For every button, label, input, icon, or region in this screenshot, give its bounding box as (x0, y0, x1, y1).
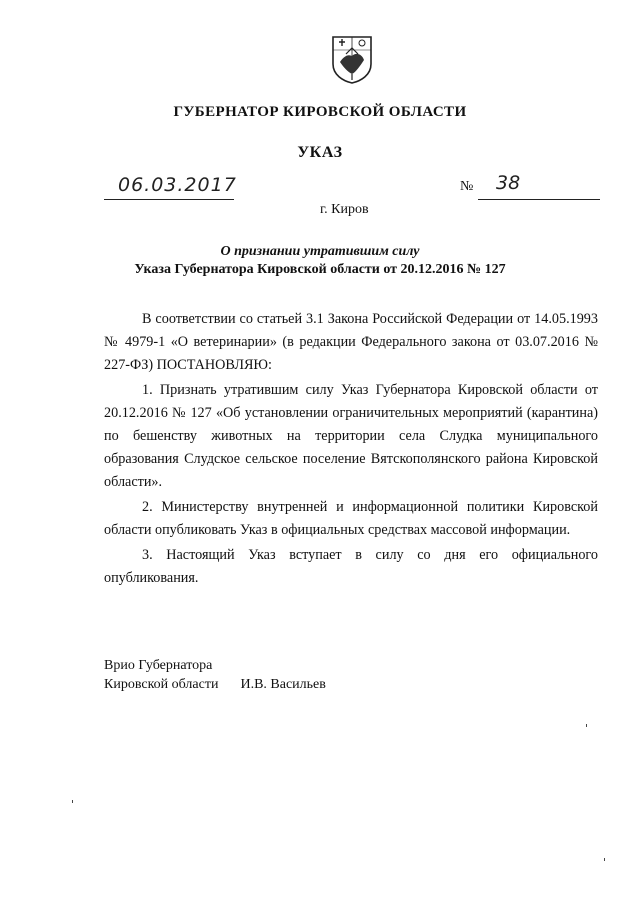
document-date: 06.03.2017 (118, 174, 237, 196)
document-number-field (460, 174, 600, 202)
intro-paragraph: В соответствии со статьей 3.1 Закона Российской Федерации от 14.05.1993 № 4979-1 «О ветеринарии» (в редакции Федерального закона от 03.07.2016 № 227-ФЗ) ПОСТАНОВЛЯЮ: (104, 311, 598, 373)
document-title (0, 243, 640, 279)
kirov-region-coat-of-arms-icon (330, 34, 374, 84)
document-type: УКАЗ (297, 144, 343, 161)
date-underline (104, 199, 234, 200)
scan-speck (72, 800, 73, 803)
issue-city: г. Киров (320, 202, 369, 217)
scan-speck (586, 724, 587, 727)
signatory-region-line (104, 675, 326, 694)
clause-3: 3. Настоящий Указ вступает в силу со дня его официального опубликования. (104, 547, 598, 586)
signatory-title: Врио Губернатора (104, 658, 213, 673)
document-number: 38 (496, 172, 521, 194)
document-body (104, 308, 598, 592)
document-date-field (104, 174, 237, 202)
title-line-1: О признании утратившим силу (220, 244, 420, 259)
scan-speck (604, 858, 605, 861)
signatory-region: Кировской области (104, 677, 219, 692)
number-underline (478, 199, 600, 200)
signature-block (104, 656, 326, 694)
clause-1: 1. Признать утратившим силу Указ Губернатора Кировской области от 20.12.2016 № 127 «Об установлении ограничительных мероприятий (карантина) по бешенству животных на территории села Слудка муниципального образования Слудское сельское поселение Вятскополянского района Кировской области». (104, 382, 598, 490)
number-sign: № (460, 179, 474, 194)
issuing-authority: ГУБЕРНАТОР КИРОВСКОЙ ОБЛАСТИ (173, 104, 467, 120)
signatory-name: И.В. Васильев (240, 677, 326, 692)
title-line-2: Указа Губернатора Кировской области от 20.12.2016 № 127 (134, 262, 506, 277)
clause-2: 2. Министерству внутренней и информационной политики Кировской области опубликовать Указ в официальных средствах массовой информации. (104, 499, 598, 538)
